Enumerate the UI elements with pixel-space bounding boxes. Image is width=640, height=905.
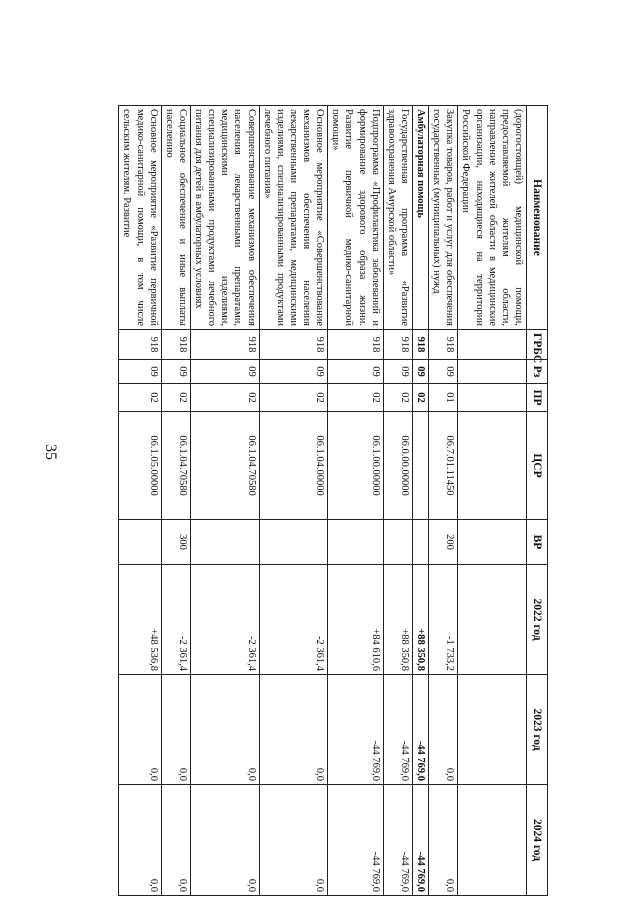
budget-table	[118, 105, 548, 896]
cell-y2023: -44 769,0	[328, 675, 384, 785]
cell-y2024: 0,0	[161, 785, 190, 896]
header-rz: Рз	[527, 360, 548, 384]
cell-grbs: 918	[328, 330, 384, 360]
cell-vr	[119, 520, 161, 565]
cell-y2023: 0,0	[259, 675, 328, 785]
header-2022: 2022 год	[527, 565, 548, 675]
cell-y2023: -44 769,0	[383, 675, 412, 785]
cell-name: Социальное обеспечение и иные выплаты населению	[161, 106, 190, 330]
cell-name: Закупка товаров, работ и услуг для обеспечения государственных (муниципальных) нужд	[429, 106, 458, 330]
cell-pr	[458, 384, 527, 412]
cell-csr	[458, 412, 527, 520]
table-row	[259, 106, 328, 896]
cell-y2024: -44 769,0	[413, 785, 429, 896]
cell-grbs: 918	[413, 330, 429, 360]
cell-y2024: 0,0	[429, 785, 458, 896]
table-header-row	[527, 106, 548, 896]
table-row	[191, 106, 260, 896]
table-row	[458, 106, 527, 896]
cell-csr: 06.1.04.00000	[259, 412, 328, 520]
cell-rz: 09	[429, 360, 458, 384]
cell-pr: 01	[429, 384, 458, 412]
cell-y2022: -1 733,2	[429, 565, 458, 675]
cell-rz: 09	[191, 360, 260, 384]
cell-rz: 09	[328, 360, 384, 384]
cell-name: Совершенствование механизмов обеспечения населения лекарственными препаратами, медицинскими изделиями, специализированными продуктами лечебного питания для детей в амбулаторных условиях	[191, 106, 260, 330]
header-vr: ВР	[527, 520, 548, 565]
cell-pr: 02	[259, 384, 328, 412]
cell-grbs	[458, 330, 527, 360]
cell-y2023: 0,0	[161, 675, 190, 785]
cell-vr	[383, 520, 412, 565]
cell-y2024: 0,0	[259, 785, 328, 896]
cell-grbs: 918	[429, 330, 458, 360]
cell-rz	[458, 360, 527, 384]
cell-vr: 300	[161, 520, 190, 565]
cell-y2024: -44 769,0	[328, 785, 384, 896]
page-number: 35	[42, 444, 59, 460]
table-row	[383, 106, 412, 896]
cell-y2024	[458, 785, 527, 896]
cell-vr	[259, 520, 328, 565]
cell-y2023: -44 769,0	[413, 675, 429, 785]
cell-vr	[413, 520, 429, 565]
header-2024: 2024 год	[527, 785, 548, 896]
cell-csr: 06.1.00.00000	[328, 412, 384, 520]
cell-csr: 06.1.05.00000	[119, 412, 161, 520]
cell-y2022: +84 610,6	[328, 565, 384, 675]
table-row	[119, 106, 161, 896]
cell-name: (дорогостоящей) медицинской помощи, предоставляемой жителям области, направление жителей области в медицинские организации, находящиеся на территории Российской Федерации	[458, 106, 527, 330]
table-row	[413, 106, 429, 896]
cell-y2023: 0,0	[429, 675, 458, 785]
rotated-table-wrapper	[83, 105, 548, 895]
cell-csr: 06.0.00.00000	[383, 412, 412, 520]
header-grbs: ГРБС	[527, 330, 548, 360]
cell-grbs: 918	[383, 330, 412, 360]
cell-pr: 02	[328, 384, 384, 412]
cell-y2022: +88 350,8	[383, 565, 412, 675]
cell-csr: 06.1.04.70580	[191, 412, 260, 520]
cell-pr: 02	[413, 384, 429, 412]
cell-pr: 02	[383, 384, 412, 412]
cell-y2023: 0,0	[191, 675, 260, 785]
cell-y2022: -2 361,4	[191, 565, 260, 675]
cell-grbs: 918	[259, 330, 328, 360]
cell-grbs: 918	[161, 330, 190, 360]
cell-y2023: 0,0	[119, 675, 161, 785]
cell-pr: 02	[119, 384, 161, 412]
cell-rz: 09	[383, 360, 412, 384]
cell-grbs: 918	[119, 330, 161, 360]
cell-vr	[191, 520, 260, 565]
cell-rz: 09	[119, 360, 161, 384]
cell-vr	[458, 520, 527, 565]
cell-y2024: -44 769,0	[383, 785, 412, 896]
cell-vr: 200	[429, 520, 458, 565]
cell-grbs: 918	[191, 330, 260, 360]
cell-vr	[328, 520, 384, 565]
table-body	[119, 106, 527, 896]
cell-name: Государственная программа «Развитие здравоохранения Амурской области»	[383, 106, 412, 330]
cell-y2024: 0,0	[119, 785, 161, 896]
cell-csr: 06.7.01.11450	[429, 412, 458, 520]
header-pr: ПР	[527, 384, 548, 412]
cell-rz: 09	[413, 360, 429, 384]
cell-y2022: -2 361,4	[259, 565, 328, 675]
cell-name: Основное мероприятие «Развитие первичной медико-санитарной помощи, в том числе сельским жителям. Развитие	[119, 106, 161, 330]
cell-csr: 06.1.04.70580	[161, 412, 190, 520]
header-2023: 2023 год	[527, 675, 548, 785]
cell-y2022: +88 350,8	[413, 565, 429, 675]
cell-pr: 02	[161, 384, 190, 412]
cell-y2024: 0,0	[191, 785, 260, 896]
cell-pr: 02	[191, 384, 260, 412]
table-row	[328, 106, 384, 896]
cell-y2022: -2 361,4	[161, 565, 190, 675]
cell-y2022	[458, 565, 527, 675]
cell-y2023	[458, 675, 527, 785]
table-row	[161, 106, 190, 896]
header-csr: ЦСР	[527, 412, 548, 520]
cell-csr	[413, 412, 429, 520]
cell-rz: 09	[161, 360, 190, 384]
header-name: Наименование	[527, 106, 548, 330]
cell-name: Амбулаторная помощь	[413, 106, 429, 330]
cell-y2022: +48 536,8	[119, 565, 161, 675]
cell-name: Основное мероприятие «Совершенствование механизмов обеспечения населения лекарственными препаратами, медицинскими изделиями, специализированными продуктами лечебного питания»	[259, 106, 328, 330]
cell-rz: 09	[259, 360, 328, 384]
table-row	[429, 106, 458, 896]
cell-name: Подпрограмма «Профилактика заболеваний и формирование здорового образа жизни. Развитие первичной медико-санитарной помощи»	[328, 106, 384, 330]
